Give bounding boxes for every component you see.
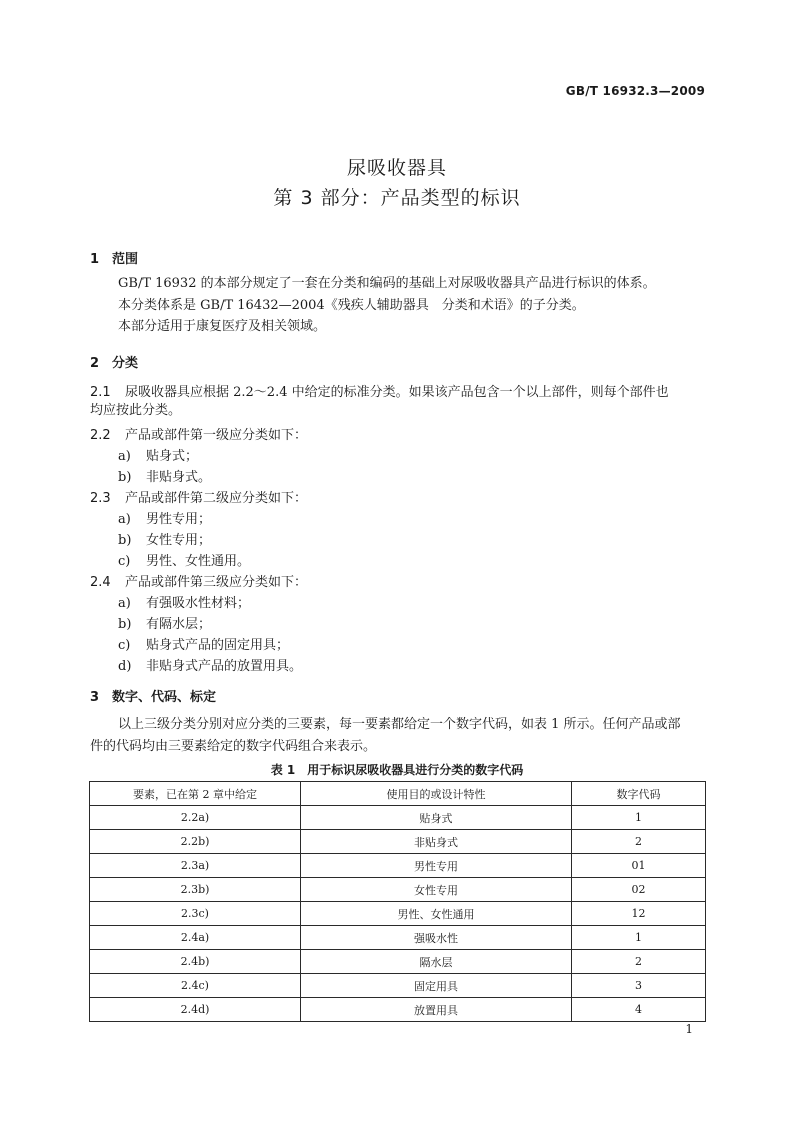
list-marker: c) — [118, 638, 131, 653]
table-cell: 女性专用 — [301, 878, 572, 902]
clause-2-1 — [90, 381, 669, 400]
classification-code-table — [89, 781, 706, 1022]
table-cell: 02 — [572, 878, 706, 902]
clause-number: 2.4 — [90, 575, 111, 590]
table-cell: 2.2a) — [90, 806, 301, 830]
list-item — [118, 445, 198, 464]
document-title: 尿吸收器具 — [346, 157, 447, 179]
list-marker: b) — [118, 617, 132, 632]
table-cell: 4 — [572, 998, 706, 1022]
table-cell: 2 — [572, 830, 706, 854]
table-cell: 2.3c) — [90, 902, 301, 926]
list-item-text: 男性专用； — [146, 512, 212, 527]
table-cell: 2.4a) — [90, 926, 301, 950]
section-number: 2 — [90, 356, 100, 371]
table-row — [90, 854, 706, 878]
list-marker: b) — [118, 533, 132, 548]
column-header: 要素，已在第 2 章中给定 — [90, 782, 301, 806]
table-row — [90, 806, 706, 830]
section-title: 分类 — [112, 356, 139, 371]
list-marker: d) — [118, 659, 132, 674]
table-cell: 2.3b) — [90, 878, 301, 902]
section-3-heading — [90, 686, 216, 705]
list-item — [118, 550, 250, 569]
section-3-paragraph: 以上三级分类分别对应分类的三要素，每一要素都给定一个数字代码，如表 1 所示。任何产品或部 — [118, 717, 681, 732]
section-1-paragraph: 本部分适用于康复医疗及相关领域。 — [118, 319, 327, 334]
table-cell: 2.3a) — [90, 854, 301, 878]
table-row — [90, 878, 706, 902]
table-cell: 1 — [572, 806, 706, 830]
document-subtitle: 第 3 部分：产品类型的标识 — [273, 187, 521, 209]
table-cell: 2.4c) — [90, 974, 301, 998]
list-item-text: 贴身式产品的固定用具； — [146, 638, 290, 653]
list-item — [118, 466, 211, 485]
list-item — [118, 634, 289, 653]
section-title: 范围 — [112, 252, 139, 267]
list-item — [118, 529, 211, 548]
clause-text: 产品或部件第二级应分类如下： — [125, 491, 308, 506]
table-cell: 2.2b) — [90, 830, 301, 854]
list-item — [118, 655, 302, 674]
table-cell: 2.4b) — [90, 950, 301, 974]
list-marker: b) — [118, 470, 132, 485]
list-item — [118, 592, 250, 611]
table-cell: 隔水层 — [301, 950, 572, 974]
list-marker: a) — [118, 512, 131, 527]
table-row — [90, 950, 706, 974]
table-caption: 表 1 用于标识尿吸收器具进行分类的数字代码 — [270, 763, 524, 777]
list-item-text: 男性、女性通用。 — [146, 554, 251, 569]
list-item-text: 有隔水层； — [146, 617, 212, 632]
section-number: 1 — [90, 252, 100, 267]
clause-2-3 — [90, 487, 307, 506]
list-marker: c) — [118, 554, 131, 569]
list-item-text: 非贴身式。 — [146, 470, 212, 485]
section-title: 数字、代码、标定 — [112, 690, 217, 705]
clause-number: 2.2 — [90, 428, 111, 443]
section-3-paragraph: 件的代码均由三要素给定的数字代码组合来表示。 — [90, 739, 377, 754]
clause-number: 2.1 — [90, 385, 111, 400]
table-cell: 非贴身式 — [301, 830, 572, 854]
section-2-heading — [90, 352, 138, 371]
table-cell: 固定用具 — [301, 974, 572, 998]
list-item — [118, 508, 211, 527]
clause-text: 尿吸收器具应根据 2.2～2.4 中给定的标准分类。如果该产品包含一个以上部件，则每个部件也 — [125, 385, 669, 400]
table-cell: 3 — [572, 974, 706, 998]
clause-2-1-continuation: 均应按此分类。 — [90, 403, 182, 418]
table-cell: 1 — [572, 926, 706, 950]
column-header: 使用目的或设计特性 — [301, 782, 572, 806]
clause-number: 2.3 — [90, 491, 111, 506]
table-cell: 01 — [572, 854, 706, 878]
table-row — [90, 902, 706, 926]
table-row — [90, 830, 706, 854]
table-cell: 男性、女性通用 — [301, 902, 572, 926]
table-row — [90, 926, 706, 950]
list-item-text: 女性专用； — [146, 533, 212, 548]
table-header-row — [90, 782, 706, 806]
table-cell: 12 — [572, 902, 706, 926]
clause-2-2 — [90, 424, 307, 443]
section-1-paragraph: GB/T 16932 的本部分规定了一套在分类和编码的基础上对尿吸收器具产品进行标识的体系。 — [118, 276, 656, 291]
section-number: 3 — [90, 690, 100, 705]
table-cell: 强吸水性 — [301, 926, 572, 950]
table-cell: 放置用具 — [301, 998, 572, 1022]
list-item — [118, 613, 211, 632]
table-cell: 2.4d) — [90, 998, 301, 1022]
list-item-text: 贴身式； — [146, 449, 199, 464]
table-row — [90, 998, 706, 1022]
list-marker: a) — [118, 596, 131, 611]
list-item-text: 非贴身式产品的放置用具。 — [146, 659, 303, 674]
table-row — [90, 974, 706, 998]
list-marker: a) — [118, 449, 131, 464]
section-1-heading — [90, 248, 138, 267]
standard-code: GB/T 16932.3—2009 — [565, 84, 705, 98]
clause-text: 产品或部件第三级应分类如下： — [125, 575, 308, 590]
column-header: 数字代码 — [572, 782, 706, 806]
section-1-paragraph: 本分类体系是 GB/T 16432—2004《残疾人辅助器具 分类和术语》的子分类。 — [118, 298, 585, 313]
list-item-text: 有强吸水性材料； — [146, 596, 251, 611]
clause-text: 产品或部件第一级应分类如下： — [125, 428, 308, 443]
table-cell: 男性专用 — [301, 854, 572, 878]
clause-2-4 — [90, 571, 307, 590]
table-cell: 2 — [572, 950, 706, 974]
page-number: 1 — [685, 1022, 693, 1036]
table-cell: 贴身式 — [301, 806, 572, 830]
